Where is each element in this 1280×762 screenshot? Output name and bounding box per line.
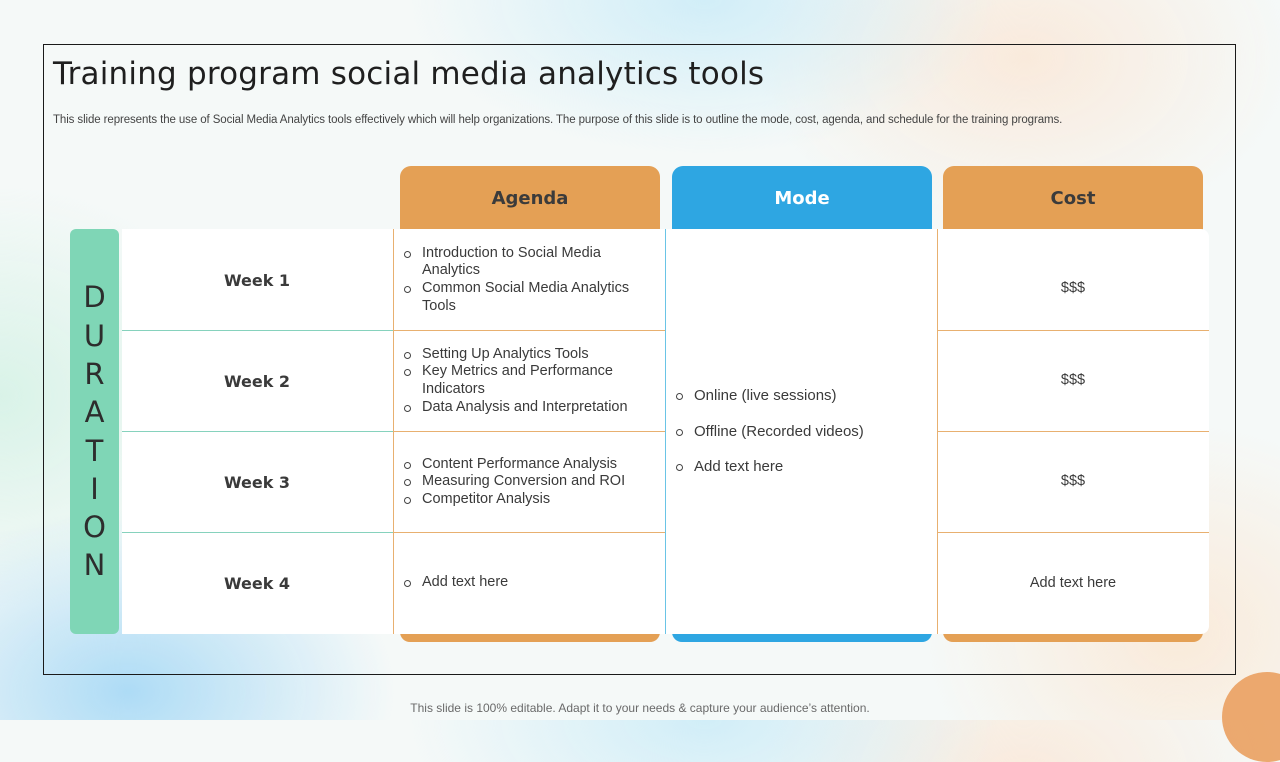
duration-letter: O	[83, 510, 106, 545]
duration-letter: D	[83, 280, 106, 315]
duration-letter: U	[83, 318, 106, 353]
duration-letter: N	[83, 548, 106, 583]
agenda-week-1	[394, 230, 664, 330]
duration-letter: R	[84, 356, 105, 391]
mode-item: Offline (Recorded videos)	[676, 423, 926, 441]
agenda-week-2	[394, 331, 664, 431]
duration-letter: I	[90, 471, 99, 506]
mode-header-label: Mode	[774, 187, 830, 209]
week-4-label: Week 4	[223, 573, 291, 593]
slide-subtitle: This slide represents the use of Social Media Analytics tools effectively which will help organizations. The purpose of this slide is to outline the mode, cost, agenda, and schedule for the training programs.	[53, 114, 1063, 126]
agenda-item: Introduction to Social Media Analytics	[404, 245, 654, 280]
agenda-item: Measuring Conversion and ROI	[404, 473, 654, 491]
mode-item: Add text here	[676, 458, 926, 476]
agenda-item: Setting Up Analytics Tools	[404, 346, 654, 364]
agenda-header-label: Agenda	[491, 187, 569, 209]
week-1-label: Week 1	[223, 270, 291, 290]
cost-week-1: $$$	[1060, 280, 1086, 296]
cost-week-2: $$$	[1060, 372, 1086, 388]
duration-letter: T	[85, 433, 104, 468]
agenda-item: Add text here	[404, 574, 654, 592]
decorative-circle	[1222, 672, 1280, 762]
cost-week-3: $$$	[1060, 473, 1086, 489]
cost-week-4: Add text here	[1029, 575, 1117, 591]
cost-header	[943, 166, 1203, 230]
agenda-item: Common Social Media Analytics Tools	[404, 280, 654, 315]
week-3-label: Week 3	[223, 472, 291, 492]
duration-label	[70, 229, 119, 634]
agenda-week-4	[394, 533, 664, 633]
mode-header	[672, 166, 932, 230]
cost-header-label: Cost	[1050, 187, 1096, 209]
mode-item: Online (live sessions)	[676, 387, 926, 405]
agenda-item: Competitor Analysis	[404, 491, 654, 509]
week-2-label: Week 2	[223, 371, 291, 391]
agenda-item: Key Metrics and Performance Indicators	[404, 363, 654, 398]
agenda-header	[400, 166, 660, 230]
agenda-week-3	[394, 432, 664, 532]
agenda-item: Content Performance Analysis	[404, 456, 654, 474]
slide-footer-note: This slide is 100% editable. Adapt it to your needs & capture your audience’s attention.	[410, 701, 870, 715]
slide-title: Training program social media analytics tools	[53, 56, 765, 92]
agenda-item: Data Analysis and Interpretation	[404, 399, 654, 417]
duration-letter: A	[84, 395, 105, 430]
mode-cell	[666, 229, 936, 634]
